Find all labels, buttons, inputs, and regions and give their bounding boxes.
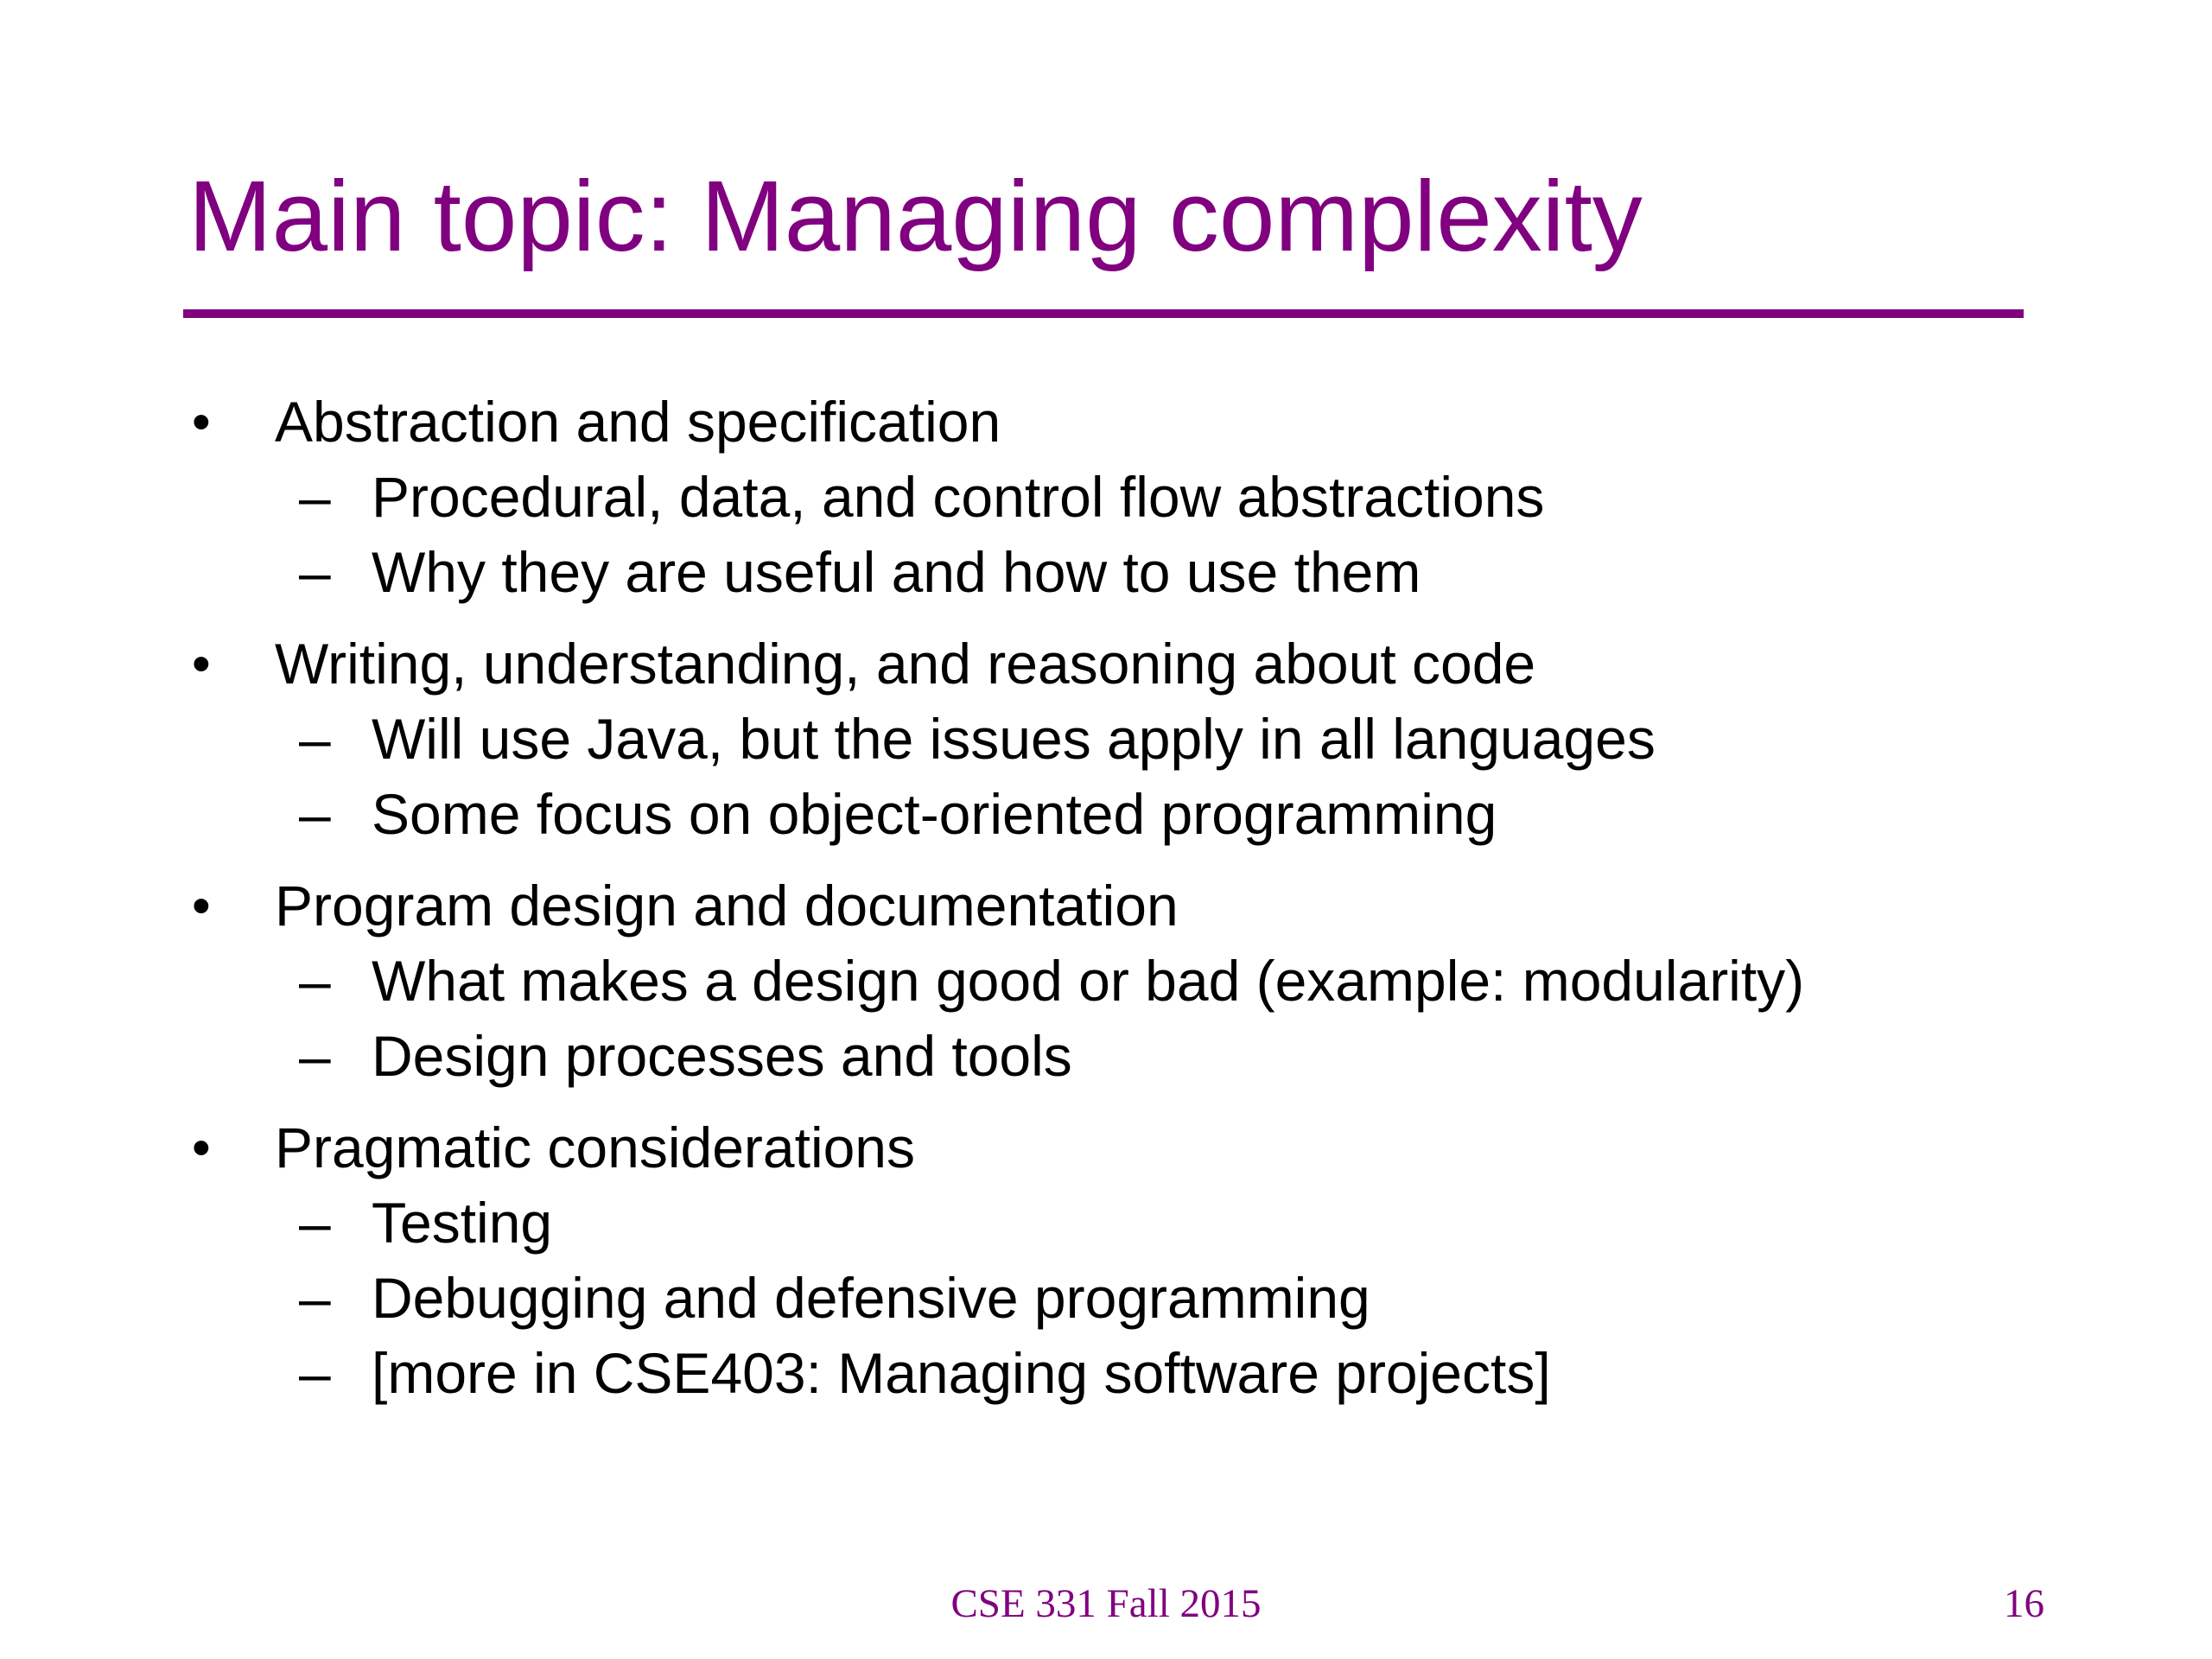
bullet-item — [0, 1110, 2212, 1411]
sub-bullet-marker: – — [299, 1024, 331, 1088]
bullet-text: Program design and documentation — [275, 874, 1179, 938]
sub-bullet-marker: – — [299, 465, 331, 529]
sub-bullet-text: What makes a design good or bad (example: modularity) — [372, 949, 1805, 1013]
bullet-list — [0, 385, 2212, 1427]
sub-bullet-item — [0, 1185, 2212, 1261]
sub-bullet-text: Will use Java, but the issues apply in all languages — [372, 707, 1656, 771]
sub-bullet-marker: – — [299, 782, 331, 846]
bullet-marker: • — [192, 392, 211, 452]
bullet-marker: • — [192, 634, 211, 694]
sub-bullet-list — [0, 1185, 2212, 1411]
sub-bullet-text: [more in CSE403: Managing software projects] — [372, 1341, 1551, 1405]
bullet-marker: • — [192, 876, 211, 936]
bullet-text: Pragmatic considerations — [275, 1116, 916, 1179]
sub-bullet-list — [0, 460, 2212, 610]
sub-bullet-marker: – — [299, 1266, 331, 1330]
sub-bullet-item — [0, 1336, 2212, 1411]
sub-bullet-list — [0, 702, 2212, 852]
bullet-item — [0, 868, 2212, 1094]
sub-bullet-marker: – — [299, 540, 331, 604]
sub-bullet-text: Why they are useful and how to use them — [372, 540, 1421, 604]
sub-bullet-marker: – — [299, 1341, 331, 1405]
bullet-item — [0, 385, 2212, 610]
slide-title: Main topic: Managing complexity — [188, 160, 1643, 272]
sub-bullet-item — [0, 1261, 2212, 1336]
bullet-item — [0, 626, 2212, 852]
sub-bullet-item — [0, 777, 2212, 852]
bullet-marker: • — [192, 1118, 211, 1178]
bullet-text: Abstraction and specification — [275, 390, 1001, 454]
sub-bullet-marker: – — [299, 1191, 331, 1255]
sub-bullet-item — [0, 460, 2212, 535]
footer-course-label: CSE 331 Fall 2015 — [950, 1581, 1262, 1626]
sub-bullet-item — [0, 535, 2212, 610]
sub-bullet-text: Procedural, data, and control flow abstractions — [372, 465, 1545, 529]
bullet-text: Writing, understanding, and reasoning about code — [275, 632, 1536, 696]
title-underline — [183, 309, 2024, 318]
footer-page-number: 16 — [2004, 1581, 2044, 1626]
sub-bullet-text: Debugging and defensive programming — [372, 1266, 1370, 1330]
sub-bullet-text: Some focus on object-oriented programming — [372, 782, 1497, 846]
sub-bullet-text: Testing — [372, 1191, 553, 1255]
sub-bullet-item — [0, 1019, 2212, 1094]
sub-bullet-marker: – — [299, 707, 331, 771]
sub-bullet-marker: – — [299, 949, 331, 1013]
sub-bullet-list — [0, 944, 2212, 1094]
sub-bullet-text: Design processes and tools — [372, 1024, 1072, 1088]
sub-bullet-item — [0, 702, 2212, 777]
sub-bullet-item — [0, 944, 2212, 1019]
